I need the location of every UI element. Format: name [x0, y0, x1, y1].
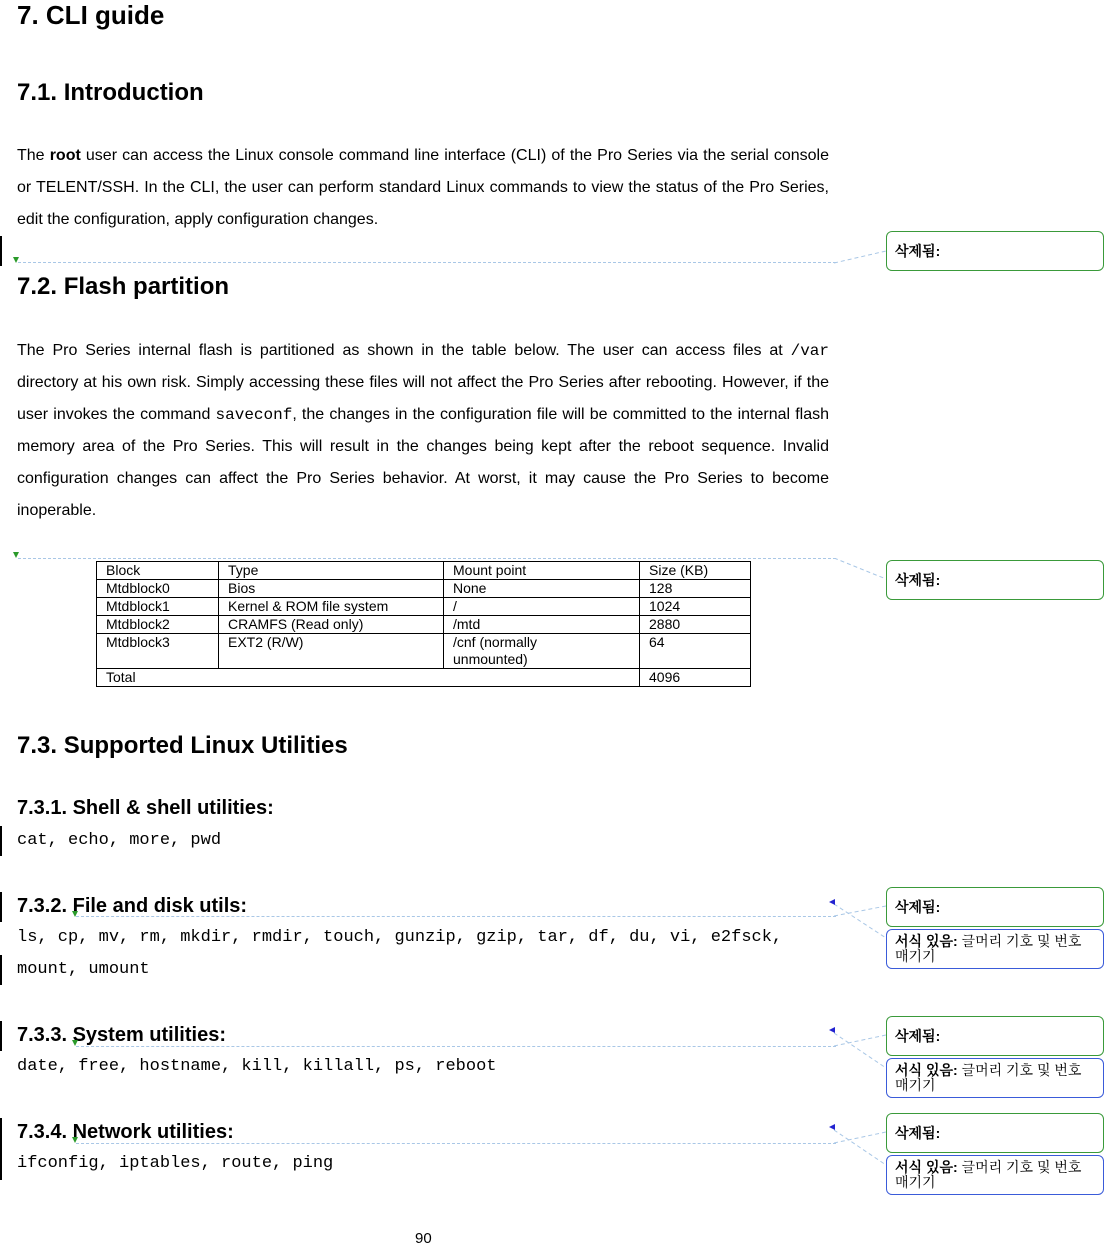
table-cell: / [444, 598, 640, 616]
table-header-cell: Block [97, 562, 219, 580]
revision-leader-line [76, 1143, 836, 1144]
revision-leader-connector [834, 898, 886, 950]
deletion-marker-icon [72, 1040, 78, 1046]
table-row [97, 634, 751, 669]
subsection-title-system: 7.3.3. System utilities: [17, 1024, 226, 1046]
format-marker-icon [829, 1027, 835, 1033]
table-cell: Mtdblock0 [97, 580, 219, 598]
file-disk-utilities-code-line1: ls, cp, mv, rm, mkdir, rmdir, touch, gunzip, gzip, tar, df, du, vi, e2fsck, [17, 928, 783, 947]
subsection-title-file-disk: 7.3.2. File and disk utils: [17, 895, 248, 917]
table-cell: /cnf (normally unmounted) [444, 634, 640, 669]
table-cell: EXT2 (R/W) [219, 634, 444, 669]
change-bar [0, 236, 2, 266]
formatted-comment-balloon[interactable]: 서식 있음: 글머리 기호 및 번호 매기기 [886, 1058, 1104, 1098]
table-header-cell: Type [219, 562, 444, 580]
revision-leader-line [18, 558, 836, 559]
table-cell: Mtdblock1 [97, 598, 219, 616]
table-cell: Mtdblock2 [97, 616, 219, 634]
system-utilities-code: date, free, hostname, kill, killall, ps, reboot [17, 1057, 497, 1076]
intro-paragraph: The root user can access the Linux console command line interface (CLI) of the Pro Series via the serial console or TELENT/SSH. In the CLI, the user can perform standard Linux commands to view the status of the Pro Series, edit the configuration, apply configuration changes. [17, 147, 830, 228]
deleted-comment-balloon[interactable]: 삭제됨: [886, 231, 1104, 271]
revision-leader-line [76, 1046, 836, 1047]
flash-partition-table [96, 561, 751, 687]
table-header-cell: Size (KB) [640, 562, 751, 580]
revision-leader-connector [834, 1027, 886, 1079]
revision-leader-connector [834, 250, 886, 264]
change-bar [0, 1118, 2, 1180]
formatted-comment-balloon[interactable]: 서식 있음: 글머리 기호 및 번호 매기기 [886, 929, 1104, 969]
table-row [97, 598, 751, 616]
flash-paragraph: The Pro Series internal flash is partitioned as shown in the table below. The user can access files at /var directory at his own risk. Simply accessing these files will not affect the Pro Series after rebooting. However, if the user invokes the command saveconf, the changes in the configuration file will be committed to the internal flash memory area of the Pro Series. This will result in the changes being kept after the reboot sequence. Invalid configuration changes can affect the Pro Series behavior. At worst, it may cause the Pro Series to become inoperable. [17, 342, 830, 519]
revision-leader-connector [834, 558, 886, 580]
deleted-comment-balloon[interactable]: 삭제됨: [886, 1113, 1104, 1153]
format-marker-icon [829, 899, 835, 905]
table-row [97, 616, 751, 634]
deletion-marker-icon [72, 1137, 78, 1143]
table-cell: /mtd [444, 616, 640, 634]
table-total-label: Total [97, 669, 640, 687]
revision-leader-line [18, 262, 836, 263]
revision-leader-connector [834, 1124, 886, 1176]
section-title-linux-utilities: 7.3. Supported Linux Utilities [17, 732, 348, 759]
chapter-title: 7. CLI guide [17, 0, 165, 30]
file-disk-utilities-code-line2: mount, umount [17, 960, 150, 979]
table-total-value: 4096 [640, 669, 751, 687]
deleted-comment-balloon[interactable]: 삭제됨: [886, 887, 1104, 927]
table-row [97, 580, 751, 598]
table-header-row [97, 562, 751, 580]
table-cell: None [444, 580, 640, 598]
section-title-introduction: 7.1. Introduction [17, 79, 204, 106]
table-cell: Kernel & ROM file system [219, 598, 444, 616]
change-bar [0, 892, 2, 922]
table-cell: 1024 [640, 598, 751, 616]
formatted-comment-balloon[interactable]: 서식 있음: 글머리 기호 및 번호 매기기 [886, 1155, 1104, 1195]
revision-leader-line [76, 916, 836, 917]
deleted-comment-balloon[interactable]: 삭제됨: [886, 1016, 1104, 1056]
table-cell: CRAMFS (Read only) [219, 616, 444, 634]
table-total-row [97, 669, 751, 687]
table-cell: 128 [640, 580, 751, 598]
table-cell: 64 [640, 634, 751, 669]
subsection-title-shell: 7.3.1. Shell & shell utilities: [17, 797, 274, 819]
deletion-marker-icon [13, 552, 19, 558]
table-cell: Bios [219, 580, 444, 598]
deleted-comment-balloon[interactable]: 삭제됨: [886, 560, 1104, 600]
change-bar [0, 826, 2, 856]
page-number: 90 [415, 1230, 432, 1247]
table-cell: 2880 [640, 616, 751, 634]
table-cell: Mtdblock3 [97, 634, 219, 669]
format-marker-icon [829, 1124, 835, 1130]
subsection-title-network: 7.3.4. Network utilities: [17, 1121, 234, 1143]
change-bar [0, 955, 2, 985]
table-header-cell: Mount point [444, 562, 640, 580]
deletion-marker-icon [72, 911, 78, 917]
network-utilities-code: ifconfig, iptables, route, ping [17, 1154, 334, 1173]
deletion-marker-icon [13, 257, 19, 263]
shell-utilities-code: cat, echo, more, pwd [17, 831, 222, 850]
change-bar [0, 1021, 2, 1051]
section-title-flash-partition: 7.2. Flash partition [17, 273, 230, 300]
